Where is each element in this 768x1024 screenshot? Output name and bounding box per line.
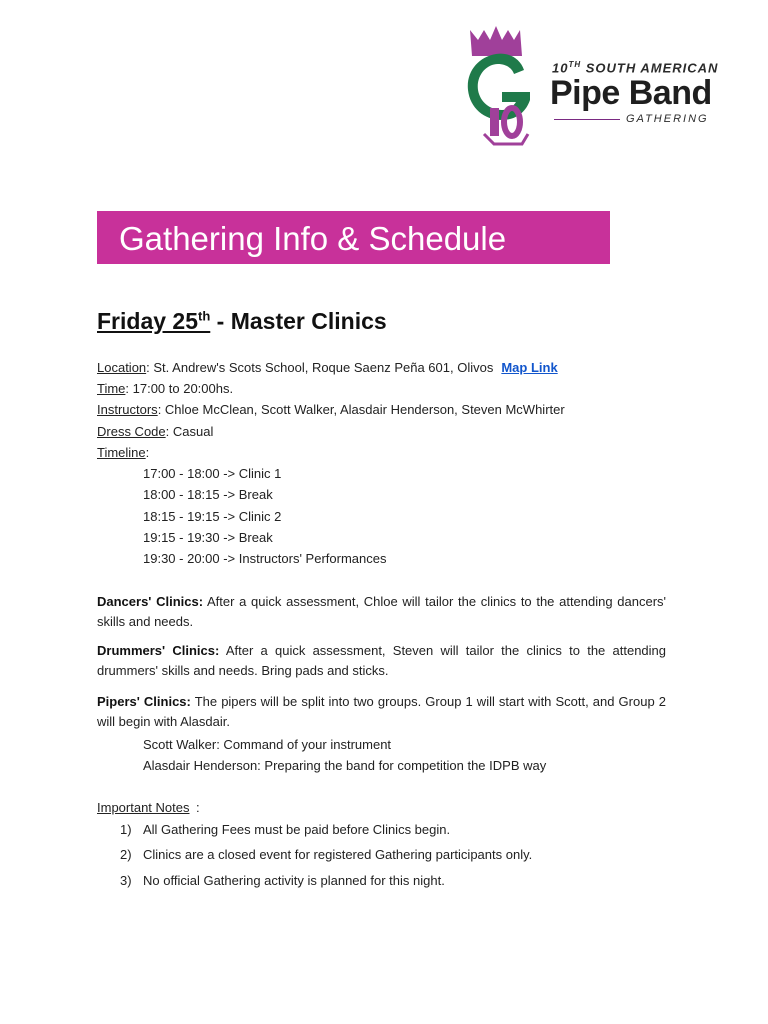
location-line [97,360,558,376]
pipers-group-item: Scott Walker: Command of your instrument [143,737,392,752]
map-link[interactable]: Map Link [501,360,558,375]
day-heading: Friday 25th - Master Clinics [97,308,387,334]
logo-edition-text: 10TH SOUTH AMERICAN [552,60,719,76]
dancers-clinics-paragraph: Dancers' Clinics: After a quick assessment, Chloe will tailor the clinics to the attending dancers' skills and needs. [97,594,667,629]
time-value: : 17:00 to 20:00hs. [125,381,234,396]
instructors-label: Instructors [97,402,158,417]
logo-name-text: Pipe Band [550,74,712,112]
logo-divider [554,119,620,120]
pipers-clinics-paragraph: Pipers' Clinics: The pipers will be split into two groups. Group 1 will start with Scott, and Group 2 will begin with Alasdair. [97,694,666,729]
page-title-banner [97,211,610,264]
note-item: 2) Clinics are a closed event for registered Gathering participants only. [120,847,533,862]
timeline-item: 19:30 - 20:00 -> Instructors' Performances [143,551,387,566]
timeline-item: 17:00 - 18:00 -> Clinic 1 [143,466,282,481]
important-notes-heading: Important Notes [97,800,190,815]
location-label: Location [97,360,147,375]
location-value: : St. Andrew's Scots School, Roque Saenz Peña 601, Olivos [146,360,494,375]
dancers-clinics-label: Dancers' Clinics: [97,594,204,609]
pipe-band-emblem-icon [462,22,552,150]
timeline-label: Timeline [97,445,146,460]
notes-colon: : [196,800,200,815]
pipers-group-item: Alasdair Henderson: Preparing the band for competition the IDPB way [143,758,547,773]
dress-code-line [97,424,213,440]
timeline-item: 19:15 - 19:30 -> Break [143,530,273,545]
timeline-item: 18:15 - 19:15 -> Clinic 2 [143,509,282,524]
instructors-line [97,402,565,418]
dress-code-label: Dress Code [97,424,166,439]
drummers-clinics-paragraph: Drummers' Clinics: After a quick assessment, Steven will tailor the clinics to the attending drummers' skills and needs. Bring pads and sticks. [97,643,667,678]
drummers-clinics-label: Drummers' Clinics: [97,643,220,658]
event-logo [462,22,722,150]
page-title: Gathering Info & Schedule [119,220,507,257]
time-label: Time [97,381,126,396]
instructors-value: : Chloe McClean, Scott Walker, Alasdair Henderson, Steven McWhirter [157,402,565,417]
dress-code-value: : Casual [165,424,214,439]
time-line [97,381,233,397]
timeline-line: Timeline: [97,445,150,460]
timeline-item: 18:00 - 18:15 -> Break [143,487,273,502]
logo-gathering-text: GATHERING [626,113,709,125]
note-item: 1) All Gathering Fees must be paid before Clinics begin. [120,822,451,837]
note-item: 3) No official Gathering activity is planned for this night. [120,873,445,888]
pipers-clinics-label: Pipers' Clinics: [97,694,191,709]
